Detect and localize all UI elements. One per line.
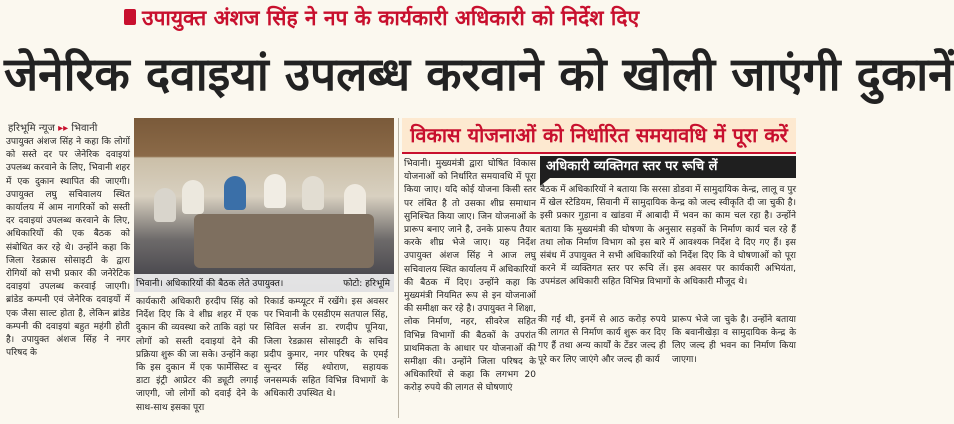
left-story-column-2: कार्यकारी अधिकारी हरदीप सिंह को निर्देश दिए कि वे शीघ्र शहर में एक दुकान की व्यवस्था करे ताकि वहां पर लोगों को सस्ती दवाइयां देने की प्रक्रिया शुरू की जा सके। उन्होंने कहा कि इस दुकान में एक फार्मेसिस्ट व डाटा इंट्री आप्रेटर की ड्यूटी लगाई जाएगी, जो लोगों को दवाई देने के साथ-साथ इसका पूरा: [136, 297, 258, 413]
main-headline: जेनेरिक दवाइयां उपलब्ध करवाने को खोली जाएंगी दुकानें: [4, 47, 954, 101]
right-story-column-2: बैठक में अधिकारियों ने बताया कि सरसा डोडवा में सामुदायिक केन्द्र, लालू व पुर में खेल स्टेडियम, सिवानी में सामुदायिक केन्द्र को जल्द स्वीकृति दी जा चुकी है। इसी प्रकार गुड़ाना व खांडवा में आबादी में भवन का काम चल रहा है। उन्होंने बताया कि मुख्यमंत्री की घोषणा के अनुसार सड़कों के निर्माण कार्य चल रहे हैं तथा लोक निर्माण विभाग को इस बारे में आवश्यक निर्देश दे दिए गए हैं। इस संबंध में उपायुक्त ने सभी अधिकारियों को निर्देश दिए कि वे घोषणाओं को पूरा करने में व्यक्तिगत स्तर पर रूचि लें। इस अवसर पर कार्यकारी अभियंता, उपमंडल अधिकारी सहित विभिन्न विभागों के अधिकारी मौजूद थे।: [540, 185, 796, 288]
right-story-column-4: प्रारूप भेजे जा चुके है। उन्होंने बताया कि बवानीखेड़ा व सामुदायिक केन्द्र के लिए जल्द ही भवन का निर्माण किया जाएगा।: [672, 315, 796, 365]
byline: [8, 120, 128, 134]
right-story-subhead-bar: [540, 156, 796, 178]
right-story-headline: विकास योजनाओं को निर्धारित समयावधि में पूरा करें: [410, 123, 788, 147]
photo-caption: भिवानी। अधिकारियों की बैठक लेते उपायुक्त।: [136, 279, 284, 289]
photo-person: [154, 188, 176, 222]
meeting-photo: [134, 118, 394, 292]
photo-person: [224, 176, 246, 210]
left-story-column-3: रिकार्ड कम्प्यूटर में रखेंगे। इस अवसर पर भिवानी के एसडीएम सतपाल सिंह, सिविल सर्जन डा. रणदीप पूनिया, जिला रेडक्रास सोसाइटी के सचिव प्रदीप कुमार, नगर परिषद के एमई सुन्दर सिंह श्योराण, सहायक जनसम्पर्क सहित विभिन्न विभागों के अधिकारी उपस्थित थे।: [264, 297, 388, 400]
kicker-marker: [124, 9, 136, 25]
photo-person: [344, 184, 366, 218]
right-story-subhead: अधिकारी व्यक्तिगत स्तर पर रूचि लें: [546, 159, 718, 174]
byline-arrow-icon: ▸▸: [58, 123, 69, 134]
byline-source: हरिभूमि न्यूज: [8, 123, 55, 134]
photo-credit: फोटो: हरिभूमि: [343, 279, 390, 289]
right-story-column-1: भिवानी। मुख्यमंत्री द्वारा घोषित विकास योजनाओं को निर्धारित समयावधि में पूरा किया जाए। यदि कोई योजना किसी स्तर पर लंबित है तो उसका शीघ्र समाधान सुनिश्चित किया जाए। जिन योजनाओं के प्रारूप बनाए जाने है, उनके प्रारूप तैयार करके शीघ्र भेजे जाए। यह निर्देश उपायुक्त अंशज सिंह ने आज लघु सचिवालय स्थित कार्यालय में अधिकारियों की बैठक में दिए। उन्होंने कहा कि मुख्यमंत्री नियमित रूप से इन योजनाओं की समीक्षा कर रहे है। उपायुक्त ने शिक्षा, लोक निर्माण, नहर, सीवरेज सहित विभिन्न विभागों की बैठकों के उपरांत प्राथमिकता के आधार पर योजनाओं की समीक्षा की। उन्होंने जिला परिषद के अधिकारियों से कहा कि लगभग 20 करोड़ रुपये की लागत से घोषणाएं: [404, 159, 536, 394]
byline-location: भिवानी: [71, 123, 98, 134]
photo-person: [182, 180, 204, 214]
kicker-headline: उपायुक्त अंशज सिंह ने नप के कार्यकारी अधिकारी को निर्देश दिए: [142, 6, 640, 30]
photo-person: [302, 176, 324, 210]
photo-table: [194, 214, 374, 268]
right-story-column-3: की गई थी, इनमें से आठ करोड़ रुपये की लागत से निर्माण कार्य शुरू कर दिए गए हैं तथा अन्य कार्यों के टेंडर जल्द ही पूरे कर लिए जाएंगे और जल्द ही कार्य: [538, 315, 666, 365]
left-story-column-1: उपायुक्त अंशज सिंह ने कहा कि लोगों को सस्ते दर पर जेनेरिक दवाइयां उपलब्ध करवाने के लिए, भिवानी शहर में एक दुकान स्थापित की जाएगी। उपायुक्त लघु सचिवालय स्थित कार्यालय में आम नागरिकों को सस्ती दर दवाइयां उपलब्ध करवाने के लिए, अधिकारियों की एक बैठक को संबोधित कर रहे थे। उन्होंने कहा कि जिला रेडक्रास सोसाइटी के द्वारा रोगियों को सभी प्रकार की जनेरेटिक दवाइयां उपलब्ध करवाई जाएगी। ब्रांडेड कम्पनी एवं जेनेरिक दवाइयों में एक जैसा साल्ट होता है, लेकिन ब्रांडेड कम्पनी की दवाइयां बहुत महंगी होती है। उपायुक्त अंशज सिंह ने नगर परिषद के: [6, 137, 130, 359]
column-divider: [398, 118, 399, 418]
right-story-headline-box: [402, 118, 796, 154]
photo-person: [264, 174, 286, 208]
